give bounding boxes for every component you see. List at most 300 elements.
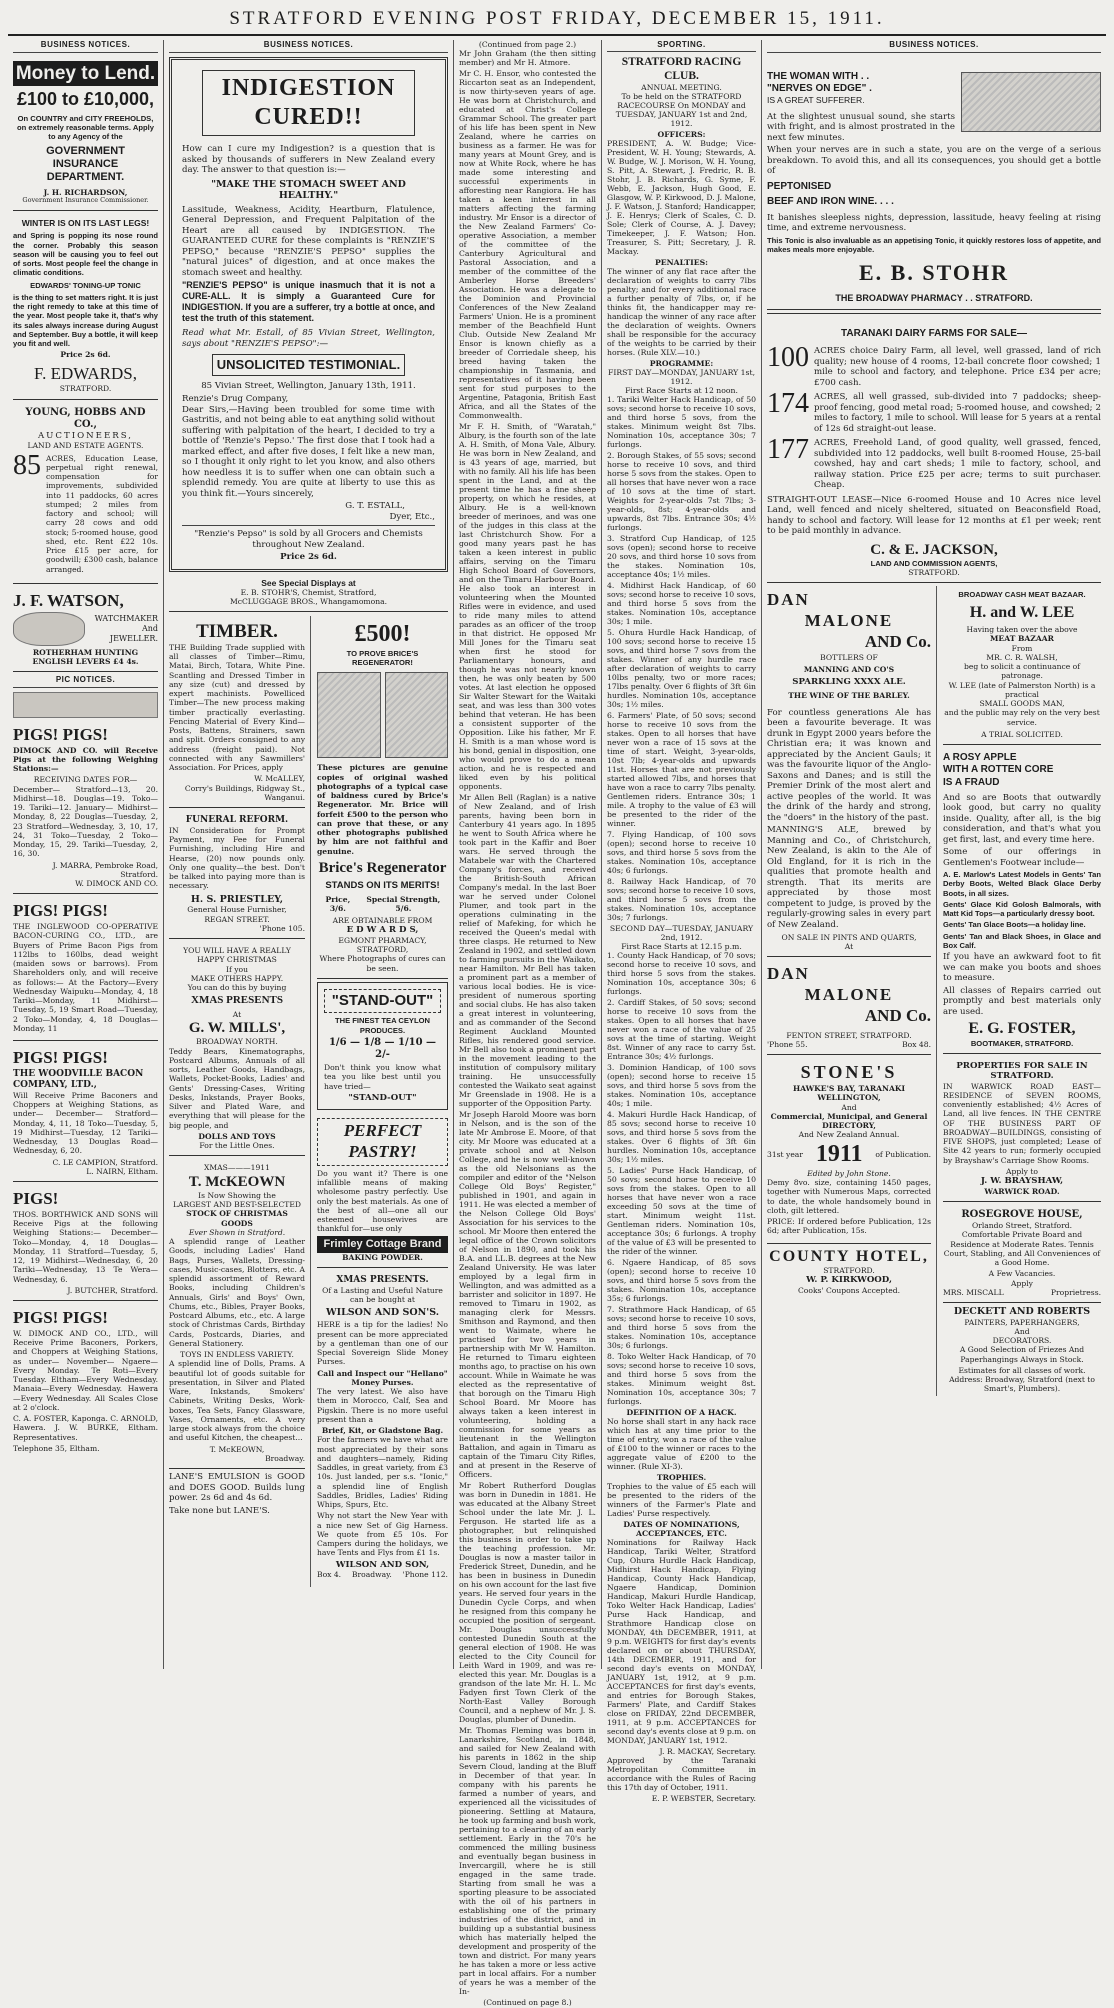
ad-title: A ROSY APPLE [943, 752, 1017, 764]
ad-title: PIGS! [13, 1189, 59, 1209]
ad-title: TARANAKI DAIRY FARMS FOR SALE— [841, 328, 1027, 340]
ad-body1: Having taken over the above [966, 625, 1078, 635]
ad-name: H. and W. LEE [969, 603, 1075, 621]
pigs-ad-3 [13, 1044, 158, 1182]
ad-amount: £100 to £10,000, [16, 88, 155, 109]
ad-body: HERE is a tip for the ladies! No present can be more appreciated by a gentleman than one of our Special Sovereign Slide Money Purses. [317, 1320, 448, 1367]
brayshaw-properties-ad [943, 1057, 1101, 1202]
ad-body: Demy 8vo. size, containing 1450 pages, together with Numerous Maps, corrected to date, the whole handsomely bound in cloth, gilt lettered. [767, 1178, 931, 1215]
ad-at: At [232, 1009, 242, 1019]
day1-start: First Race Starts at 12 noon. [625, 386, 738, 396]
ad-loc: Broadway. [265, 1453, 305, 1463]
ad-box: Box 48. [902, 1039, 931, 1049]
ad-body: IN WARWICK ROAD EAST—RESIDENCE of SEVEN ROOMS, conveniently established; 4½ Acres of Land, all live fences. IN THE CENTRE OF THE BUSINESS PART OF BROADWAY—BUILDINGS, consisting of FIVE SHOPS, just completed; Lease of Site 42 years to run; formerly occupied by Brayshaw's Carriage Show Rooms. [943, 1081, 1101, 1165]
ad-body: Comfortable Private Board and Residence at Moderate Rates. Tennis Court, Stabling, and All Conveniences of a Good Home. [943, 1230, 1101, 1268]
ad-addr: FENTON STREET, STRATFORD. [786, 1030, 912, 1040]
farm-listing [767, 434, 1101, 491]
dates: Nominations for Railway Hack Handicap, Tariki Welter, Stratford Cup, Ohura Hurdle Hack Handicap, Midhirst Hack Handicap, Flying Handicap, County Hack Handicap, Ngaere Handicap, Dominion Handicap, Makuri Hurdle Handicap, Toko Welter Hack Handicap, Ladies' Purse Hack Handicap, and Strathmore Handicap close on MONDAY, 4th DECEMBER, 1911, at 9 p.m. WEIGHTS for first day's events declared on or about THURSDAY, 14th DECEMBER, 1911, and for second day's events on MONDAY, JANUARY 1st, 1912, at 9 p.m. ACCEPTANCES for first day's events, and entries for Borough Stakes, Farmers' Plate, and Cardiff Stakes close on FRIDAY, 22nd DECEMBER, 1911, at 9 p.m. ACCEPTANCES for second day's events close at 9 p.m. on MONDAY, JANUARY 1st, 1912. [607, 1538, 756, 1746]
club-title: STRATFORD RACING CLUB. [621, 56, 742, 82]
section-header: BUSINESS NOTICES. [13, 40, 158, 53]
ad-addr: REGAN STREET. [204, 914, 270, 924]
pic-notices-header: PIC NOTICES. [13, 675, 158, 688]
ad-sub: THE FINEST TEA CEYLON PRODUCES. [334, 1016, 431, 1035]
race-entry: 8. Toko Welter Hack Handicap, of 70 sovs; second horse to receive 10 sovs, and third horse 5 sovs from the stakes. Minimum weight 8st. Nomination 10s, acceptance 30s; 7 furlongs. [607, 1352, 756, 1407]
ad-to: Renzie's Drug Company, [182, 394, 289, 405]
race-entry: 6. Farmers' Plate, of 50 sovs; second horse to receive 10 sovs from the stakes. Open to all horses that have never won a race of 15 sovs at the time of start. Weight, 3-year-olds, 10st 7lb; 4-year-olds and upwards 11st. Horses that are not previously started allowed 7lbs, and horses that have won a race to carry 7lbs penalty. Gentlemen riders. Entrance 30s; 1 mile. A trophy to the value of £3 will be presented to the rider of the winner. [607, 711, 756, 829]
ad-bottlers: BOTTLERS OF [820, 652, 878, 662]
county-hotel-ad [767, 1247, 931, 1296]
ad-sparkling: SPARKLING XXXX ALE. [792, 677, 906, 688]
ad-strength: Special Strength, 5/6. [366, 894, 441, 913]
approved: Approved by the Taranaki Metropolitan Committee in accordance with the Rules of Racing this 17th day of October, 1911. [607, 1756, 756, 1793]
farm-acres: 177 [767, 434, 809, 466]
ad-role: General House Furnisher, [187, 905, 287, 915]
ad-annual: And New Zealand Annual. [798, 1130, 900, 1140]
ad-line1: LANE'S EMULSION is GOOD and DOES GOOD. Builds lung power. 2s 6d and 4s 6d. [169, 1472, 305, 1504]
ad-title: PIGS! PIGS! [13, 901, 108, 921]
ad-loc: BROADWAY NORTH. [196, 1037, 278, 1047]
ad-slogan: "MAKE THE STOMACH SWEET AND HEALTHY." [211, 178, 406, 202]
ad-showing: Is Now Showing the [198, 1190, 276, 1200]
wilson-son-ad [317, 1271, 448, 1584]
ad-body: A Good Selection of Friezes And Paperhangings Always in Stock. [959, 1345, 1085, 1364]
ad-price: Price 2s 6d. [60, 350, 111, 360]
ad-wine: THE WINE OF THE BARLEY. [788, 690, 910, 700]
farm-text: ACRES choice Dairy Farm, all level, well grassed, land of rich quality; new house of 4 rooms, 12-bail concrete floor cowshed; 1 mile to school and factory, and telephone. Price £34 per acre; £700 cash. [814, 346, 1101, 388]
farm-acres: 100 [767, 342, 809, 374]
ad-testimonial: UNSOLICITED TESTIMONIAL. [212, 354, 405, 376]
taranaki-dairy-farms-ad [767, 313, 1101, 583]
column-5 [762, 40, 1106, 1669]
lanes-emulsion-ad [169, 1472, 305, 1516]
column-3 [454, 40, 602, 2008]
ad-shop: G. W. MILLS', [188, 1019, 286, 1036]
ad-person: J. H. RICHARDSON, [43, 187, 128, 197]
ad-desc: Commercial, Municipal, and General DIRECTORY, [770, 1111, 928, 1131]
ad-title: "STAND-OUT" [324, 989, 441, 1013]
ad-smallgoods: SMALL GOODS MAN, [979, 699, 1065, 709]
pigs-ad-4 [13, 1185, 158, 1301]
ad-body3: If you have an awkward foot to fit we can make you boots and shoes to measure. [943, 952, 1101, 984]
farm-acres: 174 [767, 388, 809, 420]
ad-body3: For the farmers we have what are most appreciated by their sons and daughters—namely, Riding Saddles, in great variety, from £3 10s. Just landed, per s.s. "Ionic," a splendid line of English Saddles, Bridles, Ladies' Riding Whips, Spurs, Etc. [317, 1435, 448, 1510]
ad-toys-body: A splendid line of Dolls, Prams. A beautiful lot of goods suitable for presentation, in Silver and Plated Ware, Inkstands, Smokers' Cabinets, Writing Desks, Work-boxes, Tea Sets, Fancy Glassware, Vases, Ornaments, etc. A very large stock always from the choice and useful Kitchen, the cheapest... [169, 1359, 305, 1443]
ad-title: PERFECT PASTRY! [317, 1118, 448, 1165]
ad-title3: IS A FRAUD [943, 776, 1000, 788]
stand-out-tea-ad [317, 982, 448, 1110]
ad-name: DAN [767, 964, 810, 984]
race-entry: 3. Stratford Cup Handicap, of 125 sovs (open); second horse to receive 20 sovs, and third horse 10 sovs from the stakes. Nomination 10s, acceptance 40s; 1½ miles. [607, 534, 756, 580]
race-entry: 2. Borough Stakes, of 55 sovs; second horse to receive 10 sovs, and third horse 5 sovs from the stakes. Open to all horses that have never won a race of 10 sovs at the time of start. Weights for 2-year-olds 7st 7lbs; 3-year-olds, 8st; 4-year-olds and upwards, 8st 7lbs. Entrance 30s; 4½ furlongs. [607, 451, 756, 533]
beef-iron-wine-ad [767, 57, 1101, 310]
article-paragraph: Mr C. H. Ensor, who contested the Riccarton seat as an Independent, is now thirty-seven years of age. He was born at Christchurch, and educated at Christ's College Grammar School. The greater part of his life has been spent in New Zealand, where he carries on business as a farmer. He was for many years at Mount Grey, and is now at White Rock, where he has made some interesting and successful experiments in afforesting near Rangiora. He has taken a keen interest in all matters affecting the farming industry. Mr Ensor is a director of the New Zealand Farmers' Co-operative Association, a member of the committee of the Canterbury Agricultural and Pastoral Association, and a member of the committee of the Amberley Horse Breeders' Association. He was a delegate to the Dominion and Provincial Conferences of the New Zealand Farmers' Union. He is a prominent member of the Beachfield Hunt Club. Outside New Zealand Mr Ensor is known chiefly as a breeder of Corriedale sheep, his breed having taken the championship in Tasmania, and representatives of it having been sent for stud purposes to the Argentine, Patagonia, British East Africa, and all the States of the Commonwealth. [459, 69, 596, 421]
race-entry: 6. Ngaere Handicap, of 85 sovs (open); second horse to receive 10 sovs, and third horse 5 sovs from the stakes. Nomination 10s, acceptance 35s; 6 furlongs. [607, 1258, 756, 1304]
ad-body4: and the public may rely on the very best service. [944, 708, 1100, 727]
ad-year: 1911 [815, 1140, 863, 1167]
ad-line4: You can do this by buying [187, 983, 287, 993]
day2-heading: SECOND DAY—TUESDAY, JANUARY 2nd, 1912. [609, 924, 754, 943]
race-entry: 4. Makuri Hurdle Hack Handicap, of 85 sovs; second horse to receive 10 sovs, and third horse 5 sovs from the stakes. Over 6 flights of 3ft 6in hurdles. Nomination 10s, acceptance 30s; 1½ miles. [607, 1110, 756, 1165]
pigs-ad-5 [13, 1304, 158, 1458]
ad-body2: The very latest. We also have them in Morocco, Calf, Sea and Pigskin. There is no more useful present than a [317, 1387, 448, 1424]
money-to-lend-ad [13, 57, 158, 211]
article-paragraph: Mr John Graham (the then sitting member) and Mr H. Atmore. [459, 49, 596, 68]
column-1 [8, 40, 164, 1669]
race-entry: 7. Strathmore Hack Handicap, of 65 sovs; second horse to receive 10 sovs, and third horse 5 sovs from the stakes. Nomination 10s, acceptance 30s; 6 furlongs. [607, 1305, 756, 1351]
ad-addr: 85 Vivian Street, Wellington, January 13th, 1911. [201, 380, 416, 391]
ad-body: THE INGLEWOOD CO-OPERATIVE BACON-CURING CO., LTD., are Buyers of Prime Bacon Pigs from 112lbs to 160lbs, dead weight (maiden sows or barrows). From Shareholders only, and will receive as follows:— At the Factory—Every Wednesday Waipuku—Monday, 4, 18 Tariki—Monday, 11 Midhirst—Tuesday, 5, 19 Smart Road—Tuesday, 2 Toko—Monday, 4, 18 Douglas—Monday, 11 [13, 922, 158, 1033]
race-entry: 5. Ohura Hurdle Hack Handicap, of 100 sovs; second horse to receive 15 sovs, and third horse 7 sovs from the stakes. Winner of any hurdle race after declaration of weights to carry 10lbs penalty, two or more races; 17lbs penalty. Over 6 flights of 3ft 6in hurdles. Nomination 10s, acceptance 30s; 1½ miles. [607, 628, 756, 710]
ad-body4: Why not start the New Year with a nice new Set of Gig Harness. We quote from £5 10s. For Campers during the holidays, we have Tents and Flys from £1 1s. [317, 1511, 448, 1558]
held: To be held on the STRATFORD RACECOURSE On MONDAY and TUESDAY, JANUARY 1st and 2nd, 1912. [615, 92, 748, 129]
ad-pharmacy: THE BROADWAY PHARMACY . . STRATFORD. [835, 293, 1033, 304]
ad-body: Teddy Bears, Kinematographs, Postcard Albums, Annuals of all sorts, Leather Goods, Handbags, Wallets, Pocket-Books, Ladies' and Gents' Dressing-Cases, Writing Desks, Inkstands, Prayer Books, Silver and Plated Ware, and everything that will please for the big people, and [169, 1046, 305, 1130]
funeral-reform-ad [169, 811, 305, 939]
column-5-right [943, 586, 1101, 1395]
ad-owner: W. P. KIRKWOOD, [806, 1275, 892, 1286]
ad-town: STRATFORD. [59, 384, 112, 394]
ad-sub: HAWKE'S BAY, TARANAKI WELLINGTON, [792, 1084, 906, 1103]
ad-body: Don't think you know what tea you like best until you have tried— [324, 1063, 441, 1091]
ad-and: And [841, 1102, 857, 1112]
ad-seller: E. B. STOHR [859, 260, 1009, 286]
ad-body: Do you want it? There is one infallible means of making wholesome pastry perfectly. Use only the best materials. As one of the best of all—one all our esteemed housewives are thankful for—use only [317, 1168, 448, 1234]
ad-title2: WITH A ROTTEN CORE [943, 764, 1054, 776]
ad-body: Lassitude, Weakness, Acidity, Heartburn, Flatulence, General Depression, and Frequent Palpitation of the Heart are all caused by INDIGESTION. The GUARANTEED CURE for these complaints is "RENZIE'S PEPSO," because "RENZIE'S PEPSO" supplies the "natural juices" of digestion, and at once makes the stomach sweet and healthy. [182, 204, 435, 278]
ad-agent2: L. NAIRN, Eltham. [86, 1166, 158, 1176]
ad-prices: 1/6 — 1/8 — 1/10 — 2/- [328, 1036, 437, 1060]
ad-header: BROADWAY CASH MEAT BAZAAR. [958, 590, 1086, 600]
ad-name: YOUNG, HOBBS AND CO., [25, 406, 146, 430]
ad-title: PIGS! PIGS! [13, 1308, 108, 1328]
ad-title2: "NERVES ON EDGE" . [767, 82, 872, 94]
ad-body: A splendid range of Leather Goods, including Ladies' Hand Bags, Purses, Wallets, Dressing-cases, Music-cases, Blotters, etc. A splendid assortment of Reward Books, including Children's Annuals, Girls' and Boys' Own, Chums, etc., Bibles, Prayer Books, Postcard Albums, etc., etc. A large stock of Christmas Cards, Birthday Cards, Postcards, Diaries, and General Stationery. [169, 1237, 305, 1348]
race-entry: 5. Ladies' Purse Hack Handicap, of 50 sovs; second horse to receive 10 sovs from the stakes. Open to all horses that have never won a race exceeding 50 sovs at the time of start. Minimum weight 11st. Gentleman riders. Nomination 10s, acceptance 30s; 6 furlongs. A trophy of the value of £3 will be presented to the rider of the winner. [607, 1166, 756, 1257]
ad-agent1: C. LE CAMPION, Stratford. [52, 1157, 158, 1167]
ad-body: And so are Boots that outwardly look good, but carry no quality inside. Quality, after all, is the big consideration, and that's what you get first, last, and every time here. [943, 792, 1101, 845]
day1-heading: FIRST DAY—MONDAY, JANUARY 1st, 1912. [607, 368, 756, 387]
ad-sign: T. McKEOWN, [209, 1444, 265, 1454]
trophies-heading: TROPHIES. [656, 1473, 707, 1483]
ad-box: Box 4. [317, 1570, 342, 1580]
farm-listings [767, 342, 1101, 491]
frimley-pastry-ad [317, 1114, 448, 1268]
ad-andco: AND Co. [864, 1005, 931, 1025]
foster-boots-ad [943, 748, 1101, 1054]
ad-sold: "Renzie's Pepso" is sold by all Grocers and Chemists throughout New Zealand. [194, 529, 423, 550]
pigs-ad-2 [13, 897, 158, 1041]
ad-and: And [141, 623, 158, 633]
ad-sub: LAND AND ESTATE AGENTS. [27, 441, 144, 451]
ad-seller: E D W A R D S, [346, 925, 419, 936]
trophies: Trophies to the value of £5 each will be presented to the riders of the winners of the Farmer's Plate and Ladies' Purse respectively. [607, 1482, 756, 1519]
ad-bold: "RENZIE'S PEPSO" is unique inasmuch that it is not a CURE-ALL. It is simply a Guaranteed Cure for INDIGESTION. If you are a sufferer, try a bottle at once, and test the truth of this statement. [182, 280, 435, 324]
ad-title: ROSEGROVE HOUSE, [961, 1208, 1083, 1220]
ad-apply: Apply to [1006, 1166, 1038, 1176]
ad-shown: Ever Shown in Stratford. [188, 1227, 286, 1237]
ad-sub: TO PROVE BRICE'S REGENERATOR! [346, 648, 419, 668]
ad-agent: J. MARRA, Pembroke Road, Stratford. [52, 860, 158, 879]
ad-role: Proprietress. [1050, 1287, 1101, 1297]
ad-title: Money to Lend. [13, 61, 158, 86]
ad-xmas: XMAS PRESENTS [191, 994, 283, 1007]
ad-addr: Orlando Street, Stratford. [971, 1221, 1073, 1231]
deckett-roberts-ad [943, 1306, 1101, 1394]
after-portrait [385, 672, 449, 758]
ad-product2: BEEF AND IRON WINE. . . . [767, 195, 894, 207]
secretary-2: E. P. WEBSTER, Secretary. [651, 1794, 756, 1804]
masthead: STRATFORD EVENING POST FRIDAY, DECEMBER 15, 1911. [8, 6, 1106, 36]
ad-name: W. McALLEY, [254, 774, 305, 784]
ad-brand: Frimley Cottage Brand [317, 1236, 448, 1253]
ad-role: BOOTMAKER, STRATFORD. [970, 1038, 1074, 1048]
article-paragraph: Mr. Thomas Fleming was born in Lanarkshire, Scotland, in 1848, and sailed for New Zealand with his parents in 1862 in the ship Severn Cloud, landing at the Bluff in December of that year. In company with his parents he farmed a number of years, and experienced all the vicissitudes of pioneering. Settling at Mataura, he took up farming and bush work, pertaining to a clearing of an early settlement. Early in the 70's he commenced the milling business and eventually began business in Invercargill, where he is still engaged in the same trade. Starting from small he was a sporting pleasure to be associated with the oil of his partners in establishing one of the primary industries of the district, and in building up a substantial business which has materially helped the development and prosperity of the town and district. For many years he has taken a more or less active part in local affairs. For a number of years he was a member of the In- [459, 1726, 596, 1997]
section-header: BUSINESS NOTICES. [169, 40, 448, 53]
ad-town: STRATFORD, [356, 945, 409, 955]
ad-call: Call and Inspect our "Hellano" Money Purses. [317, 1368, 448, 1387]
ad-title: WINTER IS ON ITS LAST LEGS! [21, 218, 150, 229]
ad-title: STONE'S [800, 1062, 898, 1083]
day2-races [607, 951, 756, 1406]
ad-owner: MRS. MISCALL [943, 1287, 1004, 1297]
ad-body4: All classes of Repairs carried out promptly and best materials only are used. [943, 985, 1101, 1017]
ad-body: For countless generations Ale has been a favourite beverage. It was drunk in Egypt 2000 years before the Christian era; it was known and appreciated by the Ancient Gauls; it was the favourite liquor of the Anglo-Saxons and Danes; and is still the Premier Drink of the most alert and active peoples of the world. It was the drink of the hardy and strong, the "doers" in the history of the past. [767, 707, 931, 823]
ad-body4: This Tonic is also invaluable as an appetising Tonic, it quickly restores loss of appetite, and makes meals more enjoyable. [767, 235, 1101, 255]
definition: No horse shall start in any hack race which has at any time prior to the time of entry, won a race of the value of £100 to the winner or races to the aggregate value of £200 to the winner. (Rule XI-3). [607, 1417, 756, 1472]
dan-malone-ad-2 [767, 960, 931, 1055]
mills-xmas-ad [169, 942, 305, 1156]
ad-lease: STRAIGHT-OUT LEASE—Nice 6-roomed House and 10 Acres nice level Land, well fenced and nicely sheltered, situated on Beaconsfield Road, handy to school and factory. Will lease for 12 months at £1 per week; rent to be paid monthly in advance. [767, 494, 1101, 537]
ad-sub: IS A GREAT SUFFERER. [767, 95, 865, 106]
ad-intro: How can I cure my Indigestion? is a question that is asked by thousands of sufferers in New Zealand every day. The answer to that question is:— [182, 144, 435, 176]
race-entry: 3. Dominion Handicap, of 100 sovs (open); second horse to receive 15 sovs, and third horse 5 sovs from the stakes. Nomination 10s, acceptance 40s; 1 mile. [607, 1063, 756, 1109]
ad-agent: J. BUTCHER, Stratford. [67, 1285, 158, 1295]
lee-meat-bazaar-ad [943, 586, 1101, 745]
ad-meat: MEAT BAZAAR [990, 634, 1054, 644]
acre-number: 85 [13, 449, 41, 481]
display-chemist-1: E. B. STOHR'S, Chemist, Stratford, [240, 588, 377, 598]
footwear-item: Gents' Tan and Black Shoes, in Glace and Box Calf. [943, 931, 1101, 950]
timber-ad [169, 616, 305, 808]
ad-body2: MANNING'S ALE, brewed by Manning and Co., of Christchurch, New Zealand, is akin to the Ale of Old England, for it is rich in the qualities that promote health and strength. That its merits are appreciated by those most competent to judge, is proved by the regularly-growing sales in every part of New Zealand. [767, 825, 931, 930]
ad-body: and Spring is popping its nose round the corner. Probably this season season will be causing you to feel out of sorts. Most people feel the change in climatic conditions. [13, 231, 158, 278]
ad-caption: These pictures are genuine copies of original washed photographs of a typical case of baldness cured by Brice's Regenerator. Mr. Brice will forfeit £500 to the person who can prove that these, or any other photographs published by him are not faithful and genuine. [317, 763, 448, 856]
ad-sub: Of a Lasting and Useful Nature can be bought at [322, 1286, 443, 1305]
ad-body3: It banishes sleepless nights, depression, lassitude, heavy feeling at rising time, and extreme nervousness. [767, 212, 1101, 234]
ad-manning: MANNING AND CO'S [803, 664, 895, 674]
ad-trade: AUCTIONEERS, [37, 430, 134, 441]
continued-from: (Continued from page 2.) [478, 40, 577, 49]
ad-addr: Corry's Buildings, Ridgway St., Wanganui. [184, 783, 305, 802]
ad-town: STRATFORD. [823, 1266, 875, 1276]
ad-signer-role: Dyer, Etc., [389, 511, 435, 522]
ad-pub1: 31st year [767, 1149, 803, 1159]
ad-body: IN Consideration for Prompt Payment, my Fee for Funeral Furnishing, including Hire and Hearse, (20) now pounds only. Only one quality—the best. Don't be talked into paying more than is necessary. [169, 825, 305, 891]
watch-illustration [13, 612, 85, 646]
indigestion-ad [169, 57, 448, 572]
ad-tonic-body: is the thing to set matters right. It is just the right remedy to take at this time of the year. Most people take it, that's why its sales always increase during August and September. Buy a bottle, it will keep you fit and well. [13, 292, 158, 349]
ad-trial: A TRIAL SOLICITED. [981, 729, 1063, 739]
ad-title: £500! [354, 620, 411, 647]
article-paragraph: Mr Robert Rutherford Douglas was born in Dunedin in 1881. He was educated at the Albany Street School under the late Mr. J. L. Ferguson. He started life as a photographer, but relinquished this business in order to take up the teaching profession. Mr. Douglas is now a master tailor in Frederick Street, Dunedin, and he has been in business in Dunedin on his own account for the last five years. He served four years in the Dunedin Cycle Corps, and when he resigned from this company he occupied the position of sergeant. Mr. Douglas unsuccessfully contested Dunedin South at the general election of 1908. He was elected to the City Council for Leith Ward in 1909, and was re-elected this year. Mr. Douglas is a grandson of the late Mr. H. L. Mc Fadyen first Town Clerk of the North-East Valley Borough Council, and a nephew of Mr. J. S. Douglas, plumber of Dunedin. [459, 1481, 596, 1725]
ad-firm: C. & E. JACKSON, [870, 541, 998, 558]
ad-line3: MAKE OTHERS HAPPY. [190, 973, 284, 983]
ad-title: XMAS PRESENTS. [336, 1275, 429, 1286]
ad-product1: PEPTONISED [767, 180, 832, 192]
section-header: BUSINESS NOTICES. [767, 40, 1101, 53]
ad-stock: STOCK OF CHRISTMAS GOODS [186, 1209, 288, 1228]
column-2-left [169, 616, 311, 1588]
definition-heading: DEFINITION OF A HACK. [626, 1408, 737, 1418]
ad-phone: 'Phone 55. [767, 1039, 808, 1049]
ad-obtain: ARE OBTAINABLE FROM [332, 916, 433, 926]
ad-phone: 'Phone 105. [259, 923, 305, 933]
ad-vac: A Few Vacancies. [988, 1269, 1056, 1279]
race-entry: 4. Midhirst Hack Handicap, of 60 sovs; second horse to receive 10 sovs, and third horse 5 sovs from the stakes. Nomination 10s, acceptance 30s; 1 mile. [607, 581, 756, 627]
ad-title: TIMBER. [196, 620, 278, 642]
ad-dates: December— Stratford—13, 20. Midhirst—18. Douglas—19. Toko—19. Tariki—12. January— Midhirst—Monday, 8, 22 Douglas—Tuesday, 2, 23 Stratford—Wednesday, 3, 10, 17, 24, 31 Toko—Tuesday, 2 Toko—Monday, 15, 29. Tariki—Tuesday, 2, 16, 30. [13, 784, 158, 859]
ad-title: COUNTY HOTEL, [769, 1247, 929, 1265]
farm-listing [767, 342, 1101, 388]
ad-year: XMAS———1911 [204, 1163, 270, 1173]
ad-price: PRICE: If ordered before Publication, 12s 6d; after Publication, 15s. [767, 1217, 931, 1236]
race-entry: 8. Railway Hack Handicap, of 70 sovs; second horse to receive 10 sovs, and third horse 5 sovs from the stakes. Nomination 10s, acceptance 30s; 7 furlongs. [607, 877, 756, 923]
ad-body2: beg to solicit a continuance of patronage. [963, 662, 1081, 681]
ad-title: PIGS! PIGS! [13, 724, 108, 744]
ad-trade: LAND AND COMMISSION AGENTS, [870, 558, 998, 568]
penalties: The winner of any flat race after the declaration of weights to carry 7lbs penalty; and for every additional race a further penalty of 7lbs, or, if he thinks fit, the handicapper may re-handicap the winner of any race after the declaration of weights. Owners shall be responsible for the accuracy of the weights to be carried by their horses. (Rule XLV.—10.) [607, 267, 756, 358]
ad-title: THE WOMAN WITH . . [767, 70, 870, 82]
farm-text: ACRES, Freehold Land, of good quality, well grassed, fenced, subdivided into 12 paddocks, well built 8-roomed House, 25-bail cowshed, hay and cart sheds; 1 mile to factory, school, and railway station. Price £25 per acre; terms to suit purchaser. Cheap. [814, 438, 1101, 491]
ad-body: Will Receive Prime Baconers and Choppers at Weighing Stations, as under— December— Stratford—Monday, 4, 11, 18 Toko—Tuesday, 5, 19 Midhirst—Tuesday, 12 Tariki—Wednesday, 13 Douglas Road—Wednesday, 6, 20. [13, 1090, 158, 1156]
penalties-heading: PENALTIES: [655, 258, 708, 268]
ad-agents: C. A. FOSTER, Kaponga. C. ARNOLD, Hawera. J. W. BURKE, Eltham. Representatives. [13, 1414, 158, 1442]
pig-illustration [13, 692, 158, 718]
ad-name: T. McKEOWN [188, 1173, 286, 1190]
ad-role: Government Insurance Commissioner. [22, 196, 149, 205]
stones-directory-ad [767, 1058, 931, 1243]
woman-illustration [961, 72, 1101, 132]
ad-largest: LARGEST AND BEST-SELECTED [173, 1200, 301, 1210]
race-entry: 2. Cardiff Stakes, of 50 sovs; second horse to receive 10 sovs from the stakes. Open to all horses that have never won a race of the value of 25 sovs at the time of starting. Weight 8st. Winner of any race to carry 5st. Entrance 30s; 4½ furlongs. [607, 998, 756, 1062]
ad-at: At [844, 942, 854, 952]
continued-on: (Continued on page 8.) [483, 1998, 572, 2008]
watson-ad [13, 587, 158, 672]
edwards-tonic-ad [13, 214, 158, 400]
brice-regenerator-ad [317, 616, 448, 979]
ad-trade: PAINTERS, PAPERHANGERS, [964, 1317, 1080, 1327]
ad-body2: Estimates for all classes of work. Address: Broadway, Stratford (next to Smart's, Plumbers). [949, 1365, 1095, 1394]
officers-heading: OFFICERS: [657, 130, 706, 140]
display-notice: See Special Displays at [261, 577, 356, 588]
ad-name: E. G. FOSTER, [968, 1020, 1076, 1037]
meeting: ANNUAL MEETING. [641, 83, 722, 93]
ad-line2: If you [226, 964, 248, 974]
ad-addr: WARWICK ROAD. [984, 1186, 1060, 1196]
ad-body: W. DIMOCK AND CO., LTD., will Receive Prime Baconers, Porkers, and Choppers at Weighing Stations, as under— November— Ngaere—Every Monday. Te Roti—Every Tuesday. Eltham—Every Wednesday. Manaia—Every Wednesday. Hawera—Every Wednesday. All Scales Close at 2 o'clock. [13, 1328, 158, 1412]
ad-signer: G. T. ESTALL, [345, 501, 405, 512]
article-paragraph: Mr Allen Bell (Raglan) is a native of New Zealand, and of Irish parents, having been born in Canterbury 41 years ago. In 1895 he went to South Africa where he took part in the Kaffir and Boer wars. He served through the Matabele war with the Chartered Company's forces, and received the British-South African Company's medal. In the last Boer war he served under Colonel Plumer, and took part in the operations culminating in the relief of Mafeking, for which he received the Queen's medal with three clasps. He returned to New Zealand in 1902, and settled down to farming pursuits in the Waikato, near Hamilton. Mr Bell has taken a prominent part as a member of various local bodies. He is vice-president of numerous sporting and social clubs. He has also taken a great interest in volunteering, and as commander of the Second Regiment Auckland Mounted Rifles, his rendered good service. Mr Bell also took a prominent part in the movement leading to the institution of compulsory military training. He unsuccessfully contested the Waikato seat against Mr Greenslade in 1908. He is a supporter of the Opposition Party. [459, 793, 596, 1109]
ad-tonic: EDWARDS' TONING-UP TONIC [30, 280, 141, 290]
ad-title: DECKETT AND ROBERTS [953, 1306, 1091, 1318]
officers: PRESIDENT, A. W. Budge; Vice-President, W. H. Young; Stewards, A. W. Budge, W. J. Morison, W. H. Young, S. Pitt, A. Stewart, J. Fredric, R. B. Stohr, J. B. Richards, G. Syme, F. Webb, E. Jackson, Hugh Good, E. Glasgow, W. P. Kirkwood, D. J. Malone, J. F. Watson, J. Stanford; Handicapper, J. E. Henrys; Clerk of Scales, C. D. Sole; Clerk of Course, A. J. Davey; Timekeeper, J. F. Watson; Hon. Treasurer, S. Pitt; Secretary, J. R. Mackay. [607, 139, 756, 257]
article-paragraph: Mr F. H. Smith, of "Waratah," Albury, is the fourth son of the late A. H. Smith, of Mona Vale, Albury. He was born in New Zealand, and is 43 years of age, married, but with no family. All his life has been spent in the Land, and at the present time he has a fine sheep property, on which he resides, at Albury. He is a well-known breeder of merinoes, and was one of the judges in this class at the last Christchurch Show. For a good many years past he has taken a keen interest in public affairs, serving on the Timaru High School Board of Governors, and on the Timaru Harbour Board. He also took an interest in volunteering when the Mounted Rifles were in evidence, and used to ride many miles to attend parades as an officer of the troop in that district. He opposed Mr Mill Jones for the Timaru seat when first he stood for Parliamentary honours, and though he was not nearly known then, he was only beaten by 500 votes. At last election he opposed Sir Walter Stewart for the Waitaki seat, and was less than 300 votes behind that veteran. He has been a consistent supporter of the Opposition. Like his father, Mr F. H. Smith is a man whose word is his bond, genial in disposition, one who would prove to do a mean action, and he is respected and liked even by his political opponents. [459, 422, 596, 792]
ad-note: Where Photographs of cures can be seen. [319, 954, 446, 973]
ad-body2: Some of our offerings in Gentlemen's Footwear include— [943, 847, 1101, 868]
column-2-right [317, 616, 448, 1588]
ad-title: PIGS! PIGS! [13, 1048, 108, 1068]
ad-town: STRATFORD. [908, 568, 960, 578]
section-header: SPORTING. [607, 40, 756, 52]
ad-sign: WILSON AND SON, [335, 1559, 430, 1570]
ad-body: On COUNTRY and CITY FREEHOLDS, on extremely reasonable terms. Apply to any Agency of the [17, 113, 154, 142]
ad-phone: 'Phone 112. [402, 1570, 448, 1580]
ad-dolls: DOLLS AND TOYS [198, 1131, 276, 1141]
column-5-left [767, 586, 937, 1395]
ad-name: DAN [767, 590, 810, 610]
ad-little: For the Little Ones. [199, 1141, 275, 1151]
ad-toys: TOYS IN ENDLESS VARIETY. [180, 1350, 294, 1360]
ad-title: INDIGESTION CURED!! [202, 70, 415, 137]
article-body [459, 49, 596, 1996]
ad-read: Read what Mr. Estall, of 85 Vivian Street, Wellington, says about "RENZIE'S PEPSO":— [182, 328, 435, 349]
ad-loc: Broadway. [351, 1570, 392, 1580]
article-paragraph: Mr Joseph Harold Moore was born in Nelson, and is the son of the late Mr Ambrose E. Moore, of that city. Mr Moore was educated at a private school and at Nelson College, and he is now well-known as the old Nelsonians as the compiler and editor of the "Nelson College Old Boys' Register," published in 1901, and again in 1911. He was elected a member of the Nelson College Old Boys' Association for his services to the school. Mr Moore then entered the legal office of the Crown solicitors of Nelson in 1890, and took his B.A. and LL.B. degrees at the New Zealand University. He was later employed by a legal firm in Wellington, and was admitted as a barrister and solicitor in 1897. He removed to Timaru in 1902, as managing clerk for Messrs. Smithson and Raymond, and then went to Waimate, where he practised for two years in partnership with Mr W. Hamilton. He returned to Timaru eighteen months ago, to practise on his own account. While in Waimate he was elected as the representative of that borough on the Timaru High School Board. Mr Moore has always taken a keen interest in volunteering, holding a commission for some years as lieutenant in the Wellington Battalion, and again in Timaru as captain of the Timaru City Rifles, and at present in the Reserve of Officers. [459, 1110, 596, 1480]
column-2 [164, 40, 454, 1669]
ad-from: From [1011, 643, 1033, 653]
young-hobbs-ad [13, 403, 158, 584]
dates-heading: DATES OF NOMINATIONS, ACCEPTANCES, ETC. [623, 1520, 740, 1539]
before-portrait [317, 672, 381, 758]
ad-malone: MALONE [804, 611, 894, 631]
ad-trade2: JEWELLER. [109, 633, 158, 643]
ad-walsh: MR. C. R. WALSH, [986, 652, 1058, 662]
farm-text: ACRES, all well grassed, sub-divided into 7 paddocks; sheep-proof fencing, good metal road; 5-roomed house, and cowshed; 2 miles to factory, 1 mile to school. Will lease for 5 years at a rental of 12s 6d straight-out lease. [814, 392, 1101, 434]
ad-line1: YOU WILL HAVE A REALLY HAPPY CHRISTMAS [183, 946, 291, 965]
ad-letter: Dear Sirs,—Having been troubled for some time with Gastritis, and not being able to eat anything solid without suffering with palpitation of the heart, I decided to try a bottle of 'Renzie's Pepso.' The first dose that I took had a marked effect, and after five doses, I felt like a new man, so I thought it only right to let you know, and also others how needless it is to suffer when one can obtain such a splendid remedy. You are quite at liberty to use this as you think fit.—Yours sincerely, [182, 404, 435, 499]
display-chemist-2: McCLUGGAGE BROS., Whangamomona. [169, 597, 448, 611]
ad-pub2: of Publication. [875, 1149, 931, 1159]
ad-title: FUNERAL REFORM. [185, 815, 289, 826]
footwear-item: Gents' Glace Kid Golosh Balmorals, with Matt Kid Tops—a particularly dressy boot. [943, 899, 1101, 919]
ad-sale: ON SALE IN PINTS AND QUARTS, [781, 932, 917, 942]
ad-dept: GOVERNMENT INSURANCE DEPARTMENT. [46, 144, 125, 184]
rosegrove-house-ad [943, 1205, 1101, 1303]
ad-firm: WILSON AND SON'S. [325, 1306, 440, 1318]
ad-malone: MALONE [804, 985, 894, 1005]
race-entry: 7. Flying Handicap, of 100 sovs (open); second horse to receive 10 sovs, and third horse 5 sovs from the stakes. Nomination 10s, acceptance 40s; 6 furlongs. [607, 830, 756, 876]
columns [8, 40, 1106, 2008]
day2-start: First Race Starts at 12.15 p.m. [621, 942, 742, 952]
ad-name: F. EDWARDS, [33, 363, 137, 383]
day1-races [607, 395, 756, 922]
footwear-item: A. E. Marlow's Latest Models in Gents' Tan Derby Boots, Welted Black Glace Derby Boots, in all sizes. [943, 870, 1101, 898]
ad-pharmacy: EGMONT PHARMACY, [338, 935, 427, 945]
mckeown-ad [169, 1159, 305, 1469]
ad-sub: RECEIVING DATES FOR— [33, 775, 138, 785]
column-4 [602, 40, 762, 1804]
race-entry: 1. Tariki Welter Hack Handicap, of 50 sovs; second horse to receive 10 sovs, and third horse 5 sovs, from the stakes. Minimum weight 8st 7lbs. Nomination 10s, acceptance 30s; 7 furlongs. [607, 395, 756, 450]
dan-malone-ad [767, 586, 931, 957]
ad-editor: Edited by John Stone. [807, 1168, 891, 1178]
ad-merits: STANDS ON ITS MERITS! [325, 880, 440, 892]
ad-decor: DECORATORS. [992, 1336, 1052, 1346]
ad-firm: THE WOODVILLE BACON COMPANY, LTD., [13, 1068, 144, 1090]
ad-andco: AND Co. [864, 631, 931, 651]
ad-brief: Brief, Kit, or Gladstone Bag. [321, 1426, 444, 1436]
ad-apply: Apply [1011, 1278, 1033, 1288]
ad-brand: "STAND-OUT" [348, 1092, 417, 1103]
